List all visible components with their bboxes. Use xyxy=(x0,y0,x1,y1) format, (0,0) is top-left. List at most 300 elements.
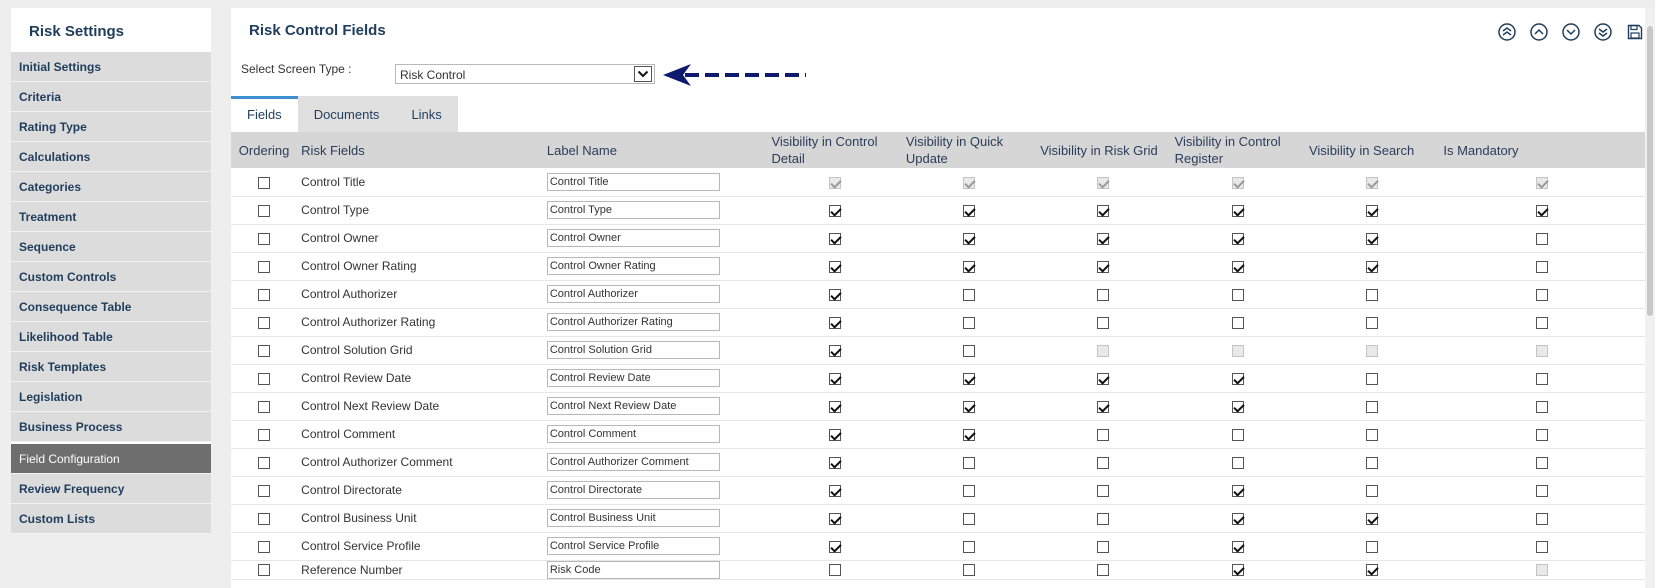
table-row xyxy=(231,252,1645,280)
ordering-cell xyxy=(231,560,297,579)
vis-quick-update-checkbox[interactable] xyxy=(963,317,975,329)
label-name-input[interactable] xyxy=(547,561,720,579)
vis-search-checkbox xyxy=(1366,177,1378,189)
vis-search-checkbox[interactable] xyxy=(1366,401,1378,413)
vis-control-detail-checkbox[interactable] xyxy=(829,261,841,273)
vis-quick-update-checkbox[interactable] xyxy=(963,205,975,217)
sidebar-item-likelihood-table[interactable]: Likelihood Table xyxy=(11,322,211,352)
label-name-cell xyxy=(543,560,768,579)
vis-search-cell xyxy=(1305,532,1439,560)
ordering-cell xyxy=(231,476,297,504)
vis-search-checkbox[interactable] xyxy=(1366,513,1378,525)
save-icon[interactable] xyxy=(1625,22,1645,42)
ordering-cell xyxy=(231,532,297,560)
vis-control-detail-checkbox[interactable] xyxy=(829,373,841,385)
vertical-scrollbar[interactable] xyxy=(1645,8,1655,588)
vis-risk-grid-cell xyxy=(1036,448,1170,476)
ordering-cell xyxy=(231,280,297,308)
ordering-checkbox[interactable] xyxy=(258,261,270,273)
is-mandatory-cell xyxy=(1439,448,1645,476)
sidebar-item-legislation[interactable]: Legislation xyxy=(11,382,211,412)
tab-documents[interactable]: Documents xyxy=(298,96,396,132)
vis-search-checkbox[interactable] xyxy=(1366,485,1378,497)
ordering-checkbox[interactable] xyxy=(258,457,270,469)
vis-quick-update-checkbox xyxy=(963,177,975,189)
vis-control-register-checkbox[interactable] xyxy=(1232,373,1244,385)
ordering-checkbox[interactable] xyxy=(258,317,270,329)
vis-search-cell xyxy=(1305,448,1439,476)
vis-search-checkbox[interactable] xyxy=(1366,261,1378,273)
ordering-checkbox[interactable] xyxy=(258,345,270,357)
vis-control-register-checkbox[interactable] xyxy=(1232,289,1244,301)
header-vis-control-register[interactable]: Visibility in Control Register xyxy=(1171,132,1305,168)
vis-quick-update-checkbox[interactable] xyxy=(963,457,975,469)
vis-control-detail-cell xyxy=(767,252,901,280)
vis-search-checkbox[interactable] xyxy=(1366,317,1378,329)
is-mandatory-cell xyxy=(1439,168,1645,196)
vis-control-detail-checkbox xyxy=(829,177,841,189)
table-row xyxy=(231,560,1645,579)
is-mandatory-checkbox[interactable] xyxy=(1536,261,1548,273)
label-name-input[interactable] xyxy=(547,537,720,555)
vis-risk-grid-cell xyxy=(1036,532,1170,560)
vis-quick-update-checkbox[interactable] xyxy=(963,564,975,576)
label-name-input[interactable] xyxy=(547,341,720,359)
label-name-input[interactable] xyxy=(547,173,720,191)
table-row xyxy=(231,364,1645,392)
vis-control-detail-cell xyxy=(767,392,901,420)
risk-field-name: Control Service Profile xyxy=(297,532,543,560)
ordering-checkbox[interactable] xyxy=(258,177,270,189)
vis-risk-grid-checkbox[interactable] xyxy=(1097,289,1109,301)
tab-fields[interactable]: Fields xyxy=(231,96,298,132)
sidebar-item-initial-settings[interactable]: Initial Settings xyxy=(11,52,211,82)
vis-risk-grid-cell xyxy=(1036,504,1170,532)
vis-risk-grid-checkbox[interactable] xyxy=(1097,457,1109,469)
label-name-cell xyxy=(543,168,768,196)
vis-quick-update-cell xyxy=(902,476,1036,504)
sidebar-item-custom-controls[interactable]: Custom Controls xyxy=(11,262,211,292)
vis-control-register-cell xyxy=(1171,364,1305,392)
vis-risk-grid-cell xyxy=(1036,420,1170,448)
vis-quick-update-cell xyxy=(902,196,1036,224)
sidebar-title: Risk Settings xyxy=(29,23,125,40)
header-is-mandatory[interactable]: Is Mandatory xyxy=(1439,132,1645,168)
vis-search-checkbox[interactable] xyxy=(1366,205,1378,217)
label-name-input[interactable] xyxy=(547,397,720,415)
risk-field-name: Control Solution Grid xyxy=(297,336,543,364)
vis-search-cell xyxy=(1305,280,1439,308)
label-name-cell xyxy=(543,280,768,308)
ordering-checkbox[interactable] xyxy=(258,513,270,525)
is-mandatory-checkbox[interactable] xyxy=(1536,401,1548,413)
risk-field-name: Control Title xyxy=(297,168,543,196)
is-mandatory-cell xyxy=(1439,252,1645,280)
label-name-cell xyxy=(543,532,768,560)
is-mandatory-checkbox[interactable] xyxy=(1536,205,1548,217)
scrollbar-thumb[interactable] xyxy=(1647,26,1653,316)
move-up-icon[interactable] xyxy=(1529,22,1549,42)
vis-control-register-cell xyxy=(1171,224,1305,252)
sidebar-item-rating-type[interactable]: Rating Type xyxy=(11,112,211,142)
vis-quick-update-checkbox[interactable] xyxy=(963,261,975,273)
vis-control-detail-cell xyxy=(767,448,901,476)
vis-control-detail-cell xyxy=(767,224,901,252)
vis-control-detail-cell xyxy=(767,168,901,196)
header-ordering[interactable]: Ordering xyxy=(231,132,297,168)
vis-search-checkbox xyxy=(1366,345,1378,357)
move-bottom-icon[interactable] xyxy=(1593,22,1613,42)
ordering-checkbox[interactable] xyxy=(258,289,270,301)
vis-control-detail-cell xyxy=(767,364,901,392)
table-header-row xyxy=(231,132,1645,168)
ordering-cell xyxy=(231,308,297,336)
table-row xyxy=(231,196,1645,224)
vis-control-detail-cell xyxy=(767,476,901,504)
is-mandatory-checkbox[interactable] xyxy=(1536,429,1548,441)
vis-risk-grid-cell xyxy=(1036,392,1170,420)
vis-search-cell xyxy=(1305,336,1439,364)
sidebar-item-treatment[interactable]: Treatment xyxy=(11,202,211,232)
vis-control-register-checkbox[interactable] xyxy=(1232,541,1244,553)
vis-control-detail-checkbox[interactable] xyxy=(829,485,841,497)
sidebar-item-risk-templates[interactable]: Risk Templates xyxy=(11,352,211,382)
sidebar-item-calculations[interactable]: Calculations xyxy=(11,142,211,172)
is-mandatory-checkbox[interactable] xyxy=(1536,317,1548,329)
label-name-cell xyxy=(543,196,768,224)
ordering-checkbox[interactable] xyxy=(258,429,270,441)
header-vis-search[interactable]: Visibility in Search xyxy=(1305,132,1439,168)
header-vis-risk-grid[interactable]: Visibility in Risk Grid xyxy=(1036,132,1170,168)
vis-control-register-checkbox[interactable] xyxy=(1232,457,1244,469)
table-row xyxy=(231,448,1645,476)
label-name-cell xyxy=(543,364,768,392)
ordering-checkbox[interactable] xyxy=(258,233,270,245)
vis-risk-grid-checkbox[interactable] xyxy=(1097,541,1109,553)
sidebar-item-consequence-table[interactable]: Consequence Table xyxy=(11,292,211,322)
risk-field-name: Control Owner Rating xyxy=(297,252,543,280)
risk-field-name: Control Comment xyxy=(297,420,543,448)
vis-search-cell xyxy=(1305,252,1439,280)
table-row xyxy=(231,476,1645,504)
vis-control-register-cell xyxy=(1171,336,1305,364)
risk-field-name: Control Next Review Date xyxy=(297,392,543,420)
vis-control-register-cell xyxy=(1171,392,1305,420)
is-mandatory-checkbox[interactable] xyxy=(1536,289,1548,301)
vis-control-detail-checkbox[interactable] xyxy=(829,541,841,553)
label-name-input[interactable] xyxy=(547,509,720,527)
vis-search-cell xyxy=(1305,364,1439,392)
vis-risk-grid-checkbox[interactable] xyxy=(1097,261,1109,273)
vis-risk-grid-checkbox[interactable] xyxy=(1097,317,1109,329)
risk-field-name: Control Owner xyxy=(297,224,543,252)
is-mandatory-checkbox[interactable] xyxy=(1536,513,1548,525)
vis-control-detail-cell xyxy=(767,196,901,224)
vis-control-detail-checkbox[interactable] xyxy=(829,205,841,217)
label-name-input[interactable] xyxy=(547,425,720,443)
is-mandatory-checkbox[interactable] xyxy=(1536,485,1548,497)
table-row xyxy=(231,420,1645,448)
vis-risk-grid-cell xyxy=(1036,168,1170,196)
label-name-cell xyxy=(543,448,768,476)
vis-control-detail-cell xyxy=(767,504,901,532)
vis-control-register-checkbox[interactable] xyxy=(1232,317,1244,329)
vis-risk-grid-cell xyxy=(1036,476,1170,504)
table-row xyxy=(231,392,1645,420)
vis-search-checkbox[interactable] xyxy=(1366,541,1378,553)
is-mandatory-cell xyxy=(1439,224,1645,252)
vis-control-register-cell xyxy=(1171,196,1305,224)
main-panel xyxy=(231,8,1655,588)
vis-search-cell xyxy=(1305,420,1439,448)
table-row xyxy=(231,224,1645,252)
header-vis-quick-update[interactable]: Visibility in Quick Update xyxy=(902,132,1036,168)
vis-search-checkbox[interactable] xyxy=(1366,373,1378,385)
move-down-icon[interactable] xyxy=(1561,22,1581,42)
screen-type-label: Select Screen Type : xyxy=(241,62,352,76)
table-row xyxy=(231,280,1645,308)
vis-quick-update-checkbox[interactable] xyxy=(963,429,975,441)
sidebar xyxy=(11,8,211,534)
is-mandatory-checkbox[interactable] xyxy=(1536,373,1548,385)
label-name-cell xyxy=(543,476,768,504)
vis-search-cell xyxy=(1305,560,1439,579)
ordering-checkbox[interactable] xyxy=(258,564,270,576)
vis-search-cell xyxy=(1305,224,1439,252)
vis-quick-update-cell xyxy=(902,504,1036,532)
label-name-input[interactable] xyxy=(547,285,720,303)
vis-search-cell xyxy=(1305,504,1439,532)
header-vis-control-detail[interactable]: Visibility in Control Detail xyxy=(767,132,901,168)
is-mandatory-cell xyxy=(1439,476,1645,504)
vis-risk-grid-checkbox[interactable] xyxy=(1097,373,1109,385)
vis-control-detail-checkbox[interactable] xyxy=(829,429,841,441)
risk-field-name: Control Business Unit xyxy=(297,504,543,532)
vis-search-cell xyxy=(1305,476,1439,504)
vis-control-register-cell xyxy=(1171,532,1305,560)
vis-control-register-cell xyxy=(1171,308,1305,336)
risk-field-name: Control Type xyxy=(297,196,543,224)
vis-control-detail-checkbox[interactable] xyxy=(829,513,841,525)
vis-risk-grid-checkbox[interactable] xyxy=(1097,233,1109,245)
ordering-checkbox[interactable] xyxy=(258,401,270,413)
vis-control-register-checkbox[interactable] xyxy=(1232,485,1244,497)
ordering-cell xyxy=(231,168,297,196)
vis-quick-update-cell xyxy=(902,252,1036,280)
vis-quick-update-checkbox[interactable] xyxy=(963,345,975,357)
vis-control-register-checkbox[interactable] xyxy=(1232,564,1244,576)
vis-control-detail-checkbox[interactable] xyxy=(829,401,841,413)
screen-type-value: Risk Control xyxy=(400,68,466,82)
vis-quick-update-cell xyxy=(902,448,1036,476)
is-mandatory-cell xyxy=(1439,336,1645,364)
is-mandatory-checkbox[interactable] xyxy=(1536,233,1548,245)
vis-risk-grid-cell xyxy=(1036,336,1170,364)
is-mandatory-cell xyxy=(1439,392,1645,420)
label-name-input[interactable] xyxy=(547,481,720,499)
sidebar-item-business-process[interactable]: Business Process xyxy=(11,412,211,442)
vis-risk-grid-checkbox[interactable] xyxy=(1097,485,1109,497)
sidebar-item-criteria[interactable]: Criteria xyxy=(11,82,211,112)
vis-control-register-checkbox[interactable] xyxy=(1232,429,1244,441)
vis-quick-update-cell xyxy=(902,364,1036,392)
move-top-icon[interactable] xyxy=(1497,22,1517,42)
label-name-cell xyxy=(543,224,768,252)
sidebar-item-sequence[interactable]: Sequence xyxy=(11,232,211,262)
vis-control-register-checkbox[interactable] xyxy=(1232,513,1244,525)
vis-quick-update-cell xyxy=(902,336,1036,364)
label-name-input[interactable] xyxy=(547,201,720,219)
toolbar xyxy=(1497,22,1645,42)
header-label-name[interactable]: Label Name xyxy=(543,132,768,168)
vis-control-register-checkbox xyxy=(1232,177,1244,189)
label-name-input[interactable] xyxy=(547,229,720,247)
label-name-input[interactable] xyxy=(547,313,720,331)
risk-field-name: Control Authorizer Comment xyxy=(297,448,543,476)
is-mandatory-checkbox[interactable] xyxy=(1536,457,1548,469)
ordering-cell xyxy=(231,252,297,280)
vis-quick-update-checkbox[interactable] xyxy=(963,485,975,497)
vis-risk-grid-cell xyxy=(1036,252,1170,280)
table-row xyxy=(231,168,1645,196)
vis-quick-update-cell xyxy=(902,392,1036,420)
tab-bar xyxy=(231,96,458,132)
vis-control-detail-checkbox[interactable] xyxy=(829,457,841,469)
header-risk-fields[interactable]: Risk Fields xyxy=(297,132,543,168)
sidebar-item-categories[interactable]: Categories xyxy=(11,172,211,202)
vis-control-register-checkbox[interactable] xyxy=(1232,205,1244,217)
ordering-cell xyxy=(231,448,297,476)
is-mandatory-cell xyxy=(1439,280,1645,308)
sidebar-item-field-configuration[interactable]: Field Configuration xyxy=(11,444,211,474)
ordering-cell xyxy=(231,224,297,252)
is-mandatory-checkbox xyxy=(1536,345,1548,357)
table-row xyxy=(231,308,1645,336)
vis-control-register-cell xyxy=(1171,280,1305,308)
vis-risk-grid-cell xyxy=(1036,364,1170,392)
is-mandatory-checkbox[interactable] xyxy=(1536,541,1548,553)
vis-risk-grid-checkbox[interactable] xyxy=(1097,564,1109,576)
vis-control-register-cell xyxy=(1171,560,1305,579)
tab-links[interactable]: Links xyxy=(395,96,457,132)
vis-control-register-cell xyxy=(1171,448,1305,476)
table-row xyxy=(231,532,1645,560)
risk-field-name: Control Authorizer Rating xyxy=(297,308,543,336)
label-name-input[interactable] xyxy=(547,453,720,471)
chevron-down-icon[interactable] xyxy=(634,66,652,82)
vis-risk-grid-checkbox xyxy=(1097,177,1109,189)
ordering-cell xyxy=(231,196,297,224)
vis-control-detail-checkbox[interactable] xyxy=(829,233,841,245)
vis-quick-update-checkbox[interactable] xyxy=(963,401,975,413)
vis-risk-grid-checkbox[interactable] xyxy=(1097,513,1109,525)
vis-control-register-cell xyxy=(1171,476,1305,504)
ordering-checkbox[interactable] xyxy=(258,485,270,497)
vis-control-register-cell xyxy=(1171,420,1305,448)
risk-field-name: Control Review Date xyxy=(297,364,543,392)
is-mandatory-cell xyxy=(1439,364,1645,392)
ordering-checkbox[interactable] xyxy=(258,541,270,553)
ordering-cell xyxy=(231,504,297,532)
risk-field-name: Control Authorizer xyxy=(297,280,543,308)
is-mandatory-cell xyxy=(1439,196,1645,224)
risk-field-name: Control Directorate xyxy=(297,476,543,504)
vis-control-register-checkbox[interactable] xyxy=(1232,261,1244,273)
vis-control-detail-cell xyxy=(767,280,901,308)
vis-quick-update-cell xyxy=(902,224,1036,252)
vis-control-detail-checkbox[interactable] xyxy=(829,564,841,576)
vis-control-register-cell xyxy=(1171,504,1305,532)
label-name-cell xyxy=(543,420,768,448)
vis-control-detail-checkbox[interactable] xyxy=(829,317,841,329)
vis-control-register-checkbox[interactable] xyxy=(1232,233,1244,245)
sidebar-item-review-frequency[interactable]: Review Frequency xyxy=(11,474,211,504)
vis-search-checkbox[interactable] xyxy=(1366,457,1378,469)
ordering-checkbox[interactable] xyxy=(258,373,270,385)
is-mandatory-cell xyxy=(1439,420,1645,448)
vis-quick-update-cell xyxy=(902,532,1036,560)
vis-quick-update-cell xyxy=(902,168,1036,196)
label-name-cell xyxy=(543,308,768,336)
vis-risk-grid-checkbox[interactable] xyxy=(1097,429,1109,441)
vis-risk-grid-cell xyxy=(1036,308,1170,336)
ordering-checkbox[interactable] xyxy=(258,205,270,217)
fields-table xyxy=(231,132,1645,580)
vis-control-register-checkbox[interactable] xyxy=(1232,401,1244,413)
sidebar-item-custom-lists[interactable]: Custom Lists xyxy=(11,504,211,534)
vis-control-detail-cell xyxy=(767,420,901,448)
vis-quick-update-checkbox[interactable] xyxy=(963,373,975,385)
vis-search-checkbox[interactable] xyxy=(1366,564,1378,576)
vis-search-cell xyxy=(1305,196,1439,224)
vis-search-checkbox[interactable] xyxy=(1366,429,1378,441)
vis-quick-update-checkbox[interactable] xyxy=(963,541,975,553)
ordering-cell xyxy=(231,336,297,364)
table-row xyxy=(231,504,1645,532)
vis-quick-update-checkbox[interactable] xyxy=(963,513,975,525)
vis-risk-grid-checkbox[interactable] xyxy=(1097,401,1109,413)
vis-risk-grid-cell xyxy=(1036,560,1170,579)
vis-quick-update-cell xyxy=(902,420,1036,448)
label-name-input[interactable] xyxy=(547,257,720,275)
label-name-cell xyxy=(543,336,768,364)
is-mandatory-cell xyxy=(1439,560,1645,579)
vis-search-cell xyxy=(1305,392,1439,420)
vis-search-checkbox[interactable] xyxy=(1366,233,1378,245)
label-name-cell xyxy=(543,252,768,280)
vis-risk-grid-cell xyxy=(1036,280,1170,308)
label-name-input[interactable] xyxy=(547,369,720,387)
risk-field-name: Reference Number xyxy=(297,560,543,579)
screen-type-select[interactable] xyxy=(395,64,655,84)
vis-risk-grid-checkbox[interactable] xyxy=(1097,205,1109,217)
vis-risk-grid-cell xyxy=(1036,224,1170,252)
vis-quick-update-checkbox[interactable] xyxy=(963,233,975,245)
vis-control-detail-cell xyxy=(767,532,901,560)
vis-control-detail-cell xyxy=(767,336,901,364)
vis-quick-update-cell xyxy=(902,308,1036,336)
is-mandatory-cell xyxy=(1439,504,1645,532)
vis-control-detail-checkbox[interactable] xyxy=(829,345,841,357)
label-name-cell xyxy=(543,392,768,420)
vis-quick-update-checkbox[interactable] xyxy=(963,289,975,301)
vis-control-detail-checkbox[interactable] xyxy=(829,289,841,301)
is-mandatory-checkbox xyxy=(1536,564,1548,576)
page-title: Risk Control Fields xyxy=(249,22,386,39)
vis-search-checkbox[interactable] xyxy=(1366,289,1378,301)
is-mandatory-cell xyxy=(1439,532,1645,560)
table-row xyxy=(231,336,1645,364)
